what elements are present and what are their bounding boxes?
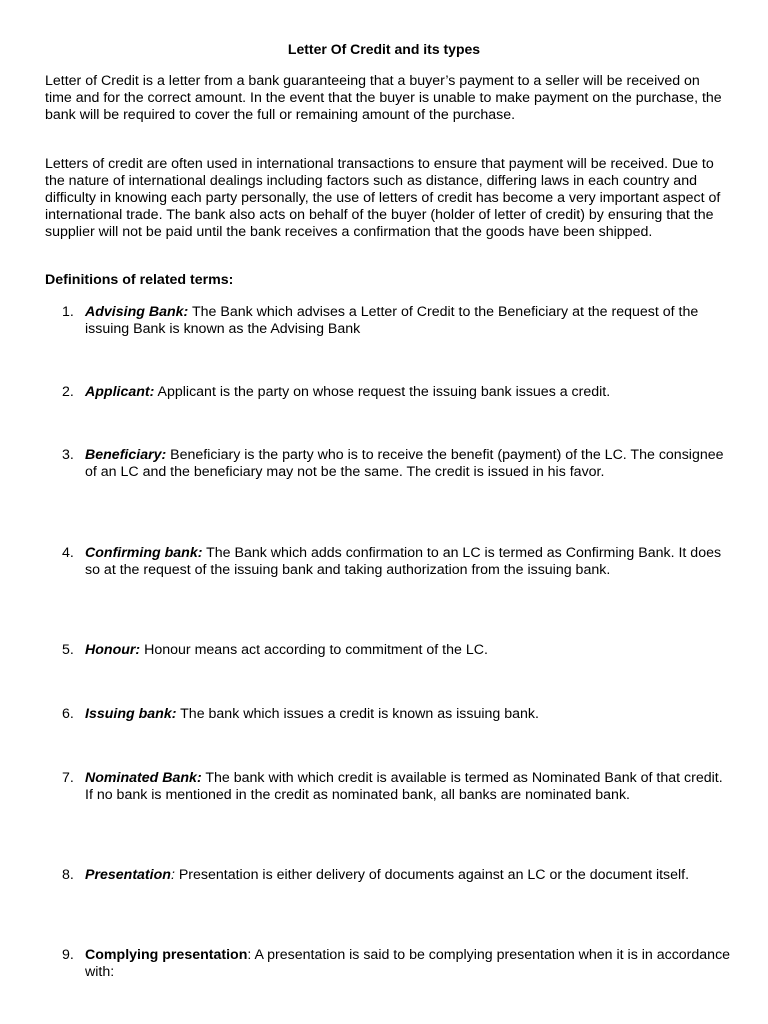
definition-text: A presentation is said to be complying presentation when it is in accordance with: [85,947,731,980]
definition-term: Nominated Bank: [85,770,202,786]
intro-paragraph: Letter of Credit is a letter from a bank guaranteeing that a buyer’s payment to a seller will be received on time and for the correct amount. In the event that the buyer is unable to make payment on the purchase, the bank will be required to cover the full or remaining amount of the purchase. [45,73,722,123]
definition-term: Complying presentation [85,947,248,963]
definition-text: Beneficiary is the party who is to receive the benefit (payment) of the LC. The consignee of an LC and the beneficiary may not be the same. The credit is issued in his favor. [85,447,724,480]
international-use-paragraph: Letters of credit are often used in international transactions to ensure that payment will be received. Due to the nature of international dealings including factors such as distance, differing laws in each country and difficulty in knowing each party personally, the use of letters of credit has become a very important aspect of international trade. The bank also acts on behalf of the buyer (holder of letter of credit) by ensuring that the supplier will not be paid until the bank receives a confirmation that the goods have been shipped. [45,156,721,240]
document-title: Letter Of Credit and its types [287,41,481,57]
definition-term: Honour: [85,642,141,658]
definition-text: The Bank which advises a Letter of Credit to the Beneficiary at the request of the issuing Bank is known as the Advising Bank [85,304,699,337]
definition-body [85,642,733,659]
list-number: 1. [62,304,74,320]
definition-body [85,770,733,804]
definition-text: The bank which issues a credit is known as issuing bank. [176,706,539,722]
definition-body [85,447,733,481]
definitions-heading: Definitions of related terms: [45,272,234,288]
definition-text: Honour means act according to commitment of the LC. [140,642,488,658]
definition-term-colon: : [170,867,175,883]
list-number: 9. [62,947,74,963]
list-number: 4. [62,545,74,561]
definition-term: Advising Bank: [85,304,189,320]
definition-text: The Bank which adds confirmation to an LC is termed as Confirming Bank. It does so at the request of the issuing bank and taking authorization from the issuing bank. [85,545,722,578]
definition-body [85,947,733,981]
list-number: 6. [62,706,74,722]
list-number: 8. [62,867,74,883]
list-number: 2. [62,384,74,400]
definition-term-colon: : [247,947,252,963]
definition-body [85,545,733,579]
definition-body [85,304,733,338]
definition-term: Presentation [85,867,171,883]
definition-term: Beneficiary: [85,447,167,463]
definition-body [85,867,733,884]
definition-body [85,706,733,723]
definition-text: Applicant is the party on whose request the issuing bank issues a credit. [154,384,611,400]
definition-term: Confirming bank: [85,545,203,561]
definition-text: Presentation is either delivery of documents against an LC or the document itself. [174,867,690,883]
list-number: 3. [62,447,74,463]
list-number: 5. [62,642,74,658]
definition-term: Issuing bank: [85,706,177,722]
definition-body [85,384,733,401]
definition-term: Applicant: [85,384,155,400]
list-number: 7. [62,770,74,786]
definition-text: The bank with which credit is available is termed as Nominated Bank of that credit. If no bank is mentioned in the credit as nominated bank, all banks are nominated bank. [85,770,723,803]
